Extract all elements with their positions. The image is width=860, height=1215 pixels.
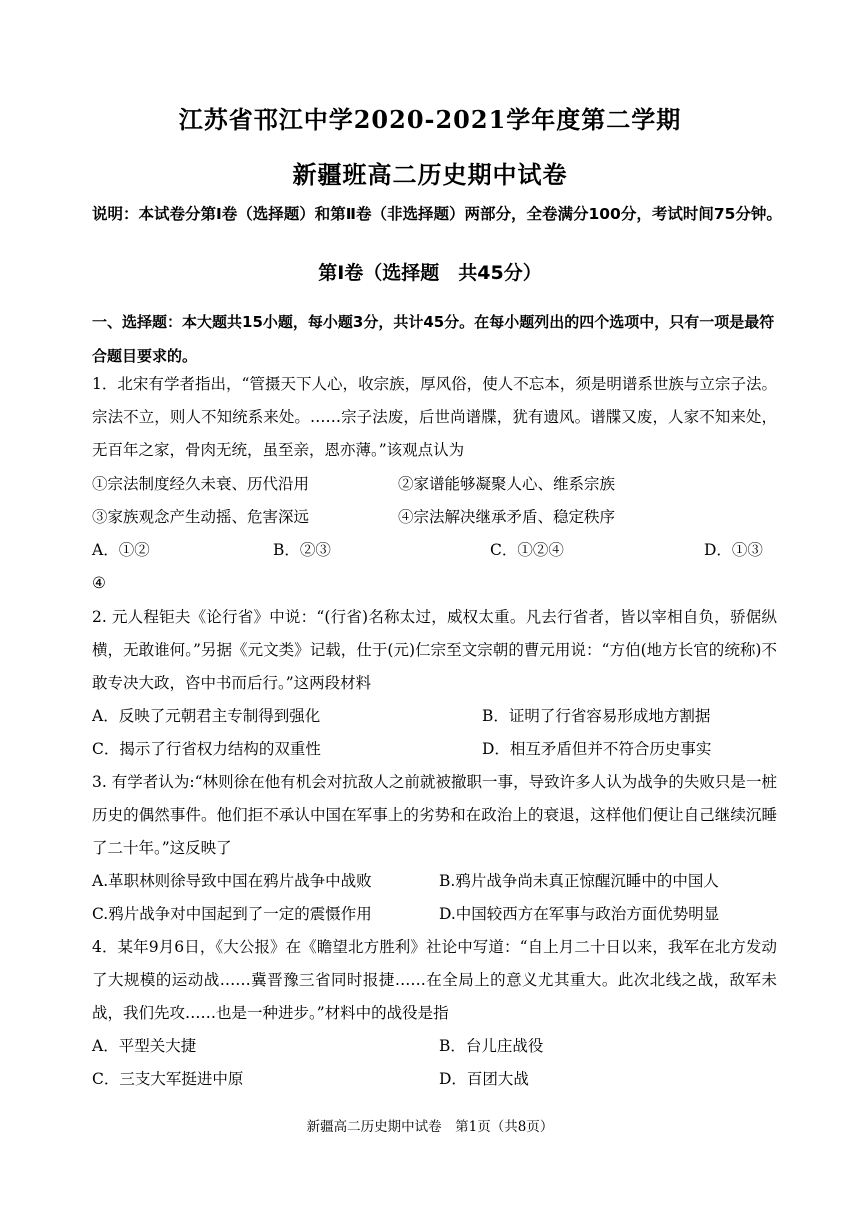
question-2-stem: 2. 元人程钜夫《论行省》中说：“(行省)名称太过，威权太重。凡去行省者，皆以宰相自负，骄倨纵横，无敢谁何。”另据《元文类》记载，仕于(元)仁宗至文宗朝的曹元用说：“方伯(地方长官的统称)不敢专决大政，咨中书而后行。”这两段材料 xyxy=(92,608,777,692)
option-c: C．①②④ xyxy=(490,541,564,559)
question-4-options-row2 xyxy=(92,1063,782,1096)
question-1-statements-row1 xyxy=(92,468,782,501)
option-a: A．①② xyxy=(92,541,150,559)
option-d: D．百团大战 xyxy=(439,1070,529,1088)
section-intro: 一、选择题：本大题共15小题，每小题3分，共计45分。在每小题列出的四个选项中，只有一项是最符合题目要求的。 xyxy=(92,313,775,365)
option-d: D.中国较西方在军事与政治方面优势明显 xyxy=(439,905,720,923)
option-a: A．平型关大捷 xyxy=(92,1037,197,1055)
exam-title-line2: 新疆班高二历史期中试卷 xyxy=(292,160,568,189)
question-1-options xyxy=(92,534,782,567)
question-1-statements-row2 xyxy=(92,501,782,534)
question-2-options-row1 xyxy=(92,700,782,733)
question-3-options-row2 xyxy=(92,898,782,931)
option-c: C．揭示了行省权力结构的双重性 xyxy=(92,740,321,758)
option-c: C.鸦片战争对中国起到了一定的震慑作用 xyxy=(92,905,372,923)
question-1-stem: 1．北宋有学者指出，“管摄天下人心，收宗族，厚风俗，使人不忘本，须是明谱系世族与立宗子法。宗法不立，则人不知统系来处。……宗子法废，后世尚谱牒，犹有遗风。谱牒又废，人家不知来处，无百年之家，骨肉无统，虽至亲，恩亦薄。”该观点认为 xyxy=(92,375,777,459)
exam-title-line1: 江苏省邗江中学2020-2021学年度第二学期 xyxy=(178,105,682,134)
option-b: B．②③ xyxy=(273,541,331,559)
option-b: B．证明了行省容易形成地方割据 xyxy=(482,707,711,725)
volume-title: 第Ⅰ卷（选择题 共45分） xyxy=(318,262,542,284)
question-3-stem: 3. 有学者认为:“林则徐在他有机会对抗敌人之前就被撤职一事，导致许多人认为战争的失败只是一桩历史的偶然事件。他们拒不承认中国在军事上的劣势和在政治上的衰退，这样他们便让自己继续沉睡了二十年。”这反映了 xyxy=(92,773,777,857)
question-4-stem: 4．某年9月6日，《大公报》在《瞻望北方胜利》社论中写道：“自上月二十日以来，我军在北方发动了大规模的运动战……冀晋豫三省同时报捷……在全局上的意义尤其重大。此次北线之战，敌军未战，我们先攻……也是一种进步。”材料中的战役是指 xyxy=(92,938,777,1022)
option-d: D．相互矛盾但并不符合历史事实 xyxy=(482,740,712,758)
option-b: B．台儿庄战役 xyxy=(439,1037,544,1055)
question-4-options-row1 xyxy=(92,1030,782,1063)
question-1-options-wrap xyxy=(92,567,782,600)
option-a: A.革职林则徐导致中国在鸦片战争中战败 xyxy=(92,872,372,890)
option-c: C．三支大军挺进中原 xyxy=(92,1070,244,1088)
statement-2: ②家谱能够凝聚人心、维系宗族 xyxy=(398,475,616,493)
option-a: A．反映了元朝君主专制得到强化 xyxy=(92,707,321,725)
page-footer: 新疆高二历史期中试卷 第1页（共8页） xyxy=(306,1119,554,1135)
option-d: D．①③ xyxy=(704,541,763,559)
question-2-options-row2 xyxy=(92,733,782,766)
exam-instructions: 说明：本试卷分第Ⅰ卷（选择题）和第Ⅱ卷（非选择题）两部分，全卷满分100分，考试时间75分钟。 xyxy=(92,205,782,223)
statement-4: ④宗法解决继承矛盾、稳定秩序 xyxy=(398,508,616,526)
statement-1: ①宗法制度经久未衰、历代沿用 xyxy=(92,475,310,493)
question-3-options-row1 xyxy=(92,865,782,898)
statement-3: ③家族观念产生动摇、危害深远 xyxy=(92,508,310,526)
option-d-continued: ④ xyxy=(92,574,106,592)
option-b: B.鸦片战争尚未真正惊醒沉睡中的中国人 xyxy=(439,872,719,890)
